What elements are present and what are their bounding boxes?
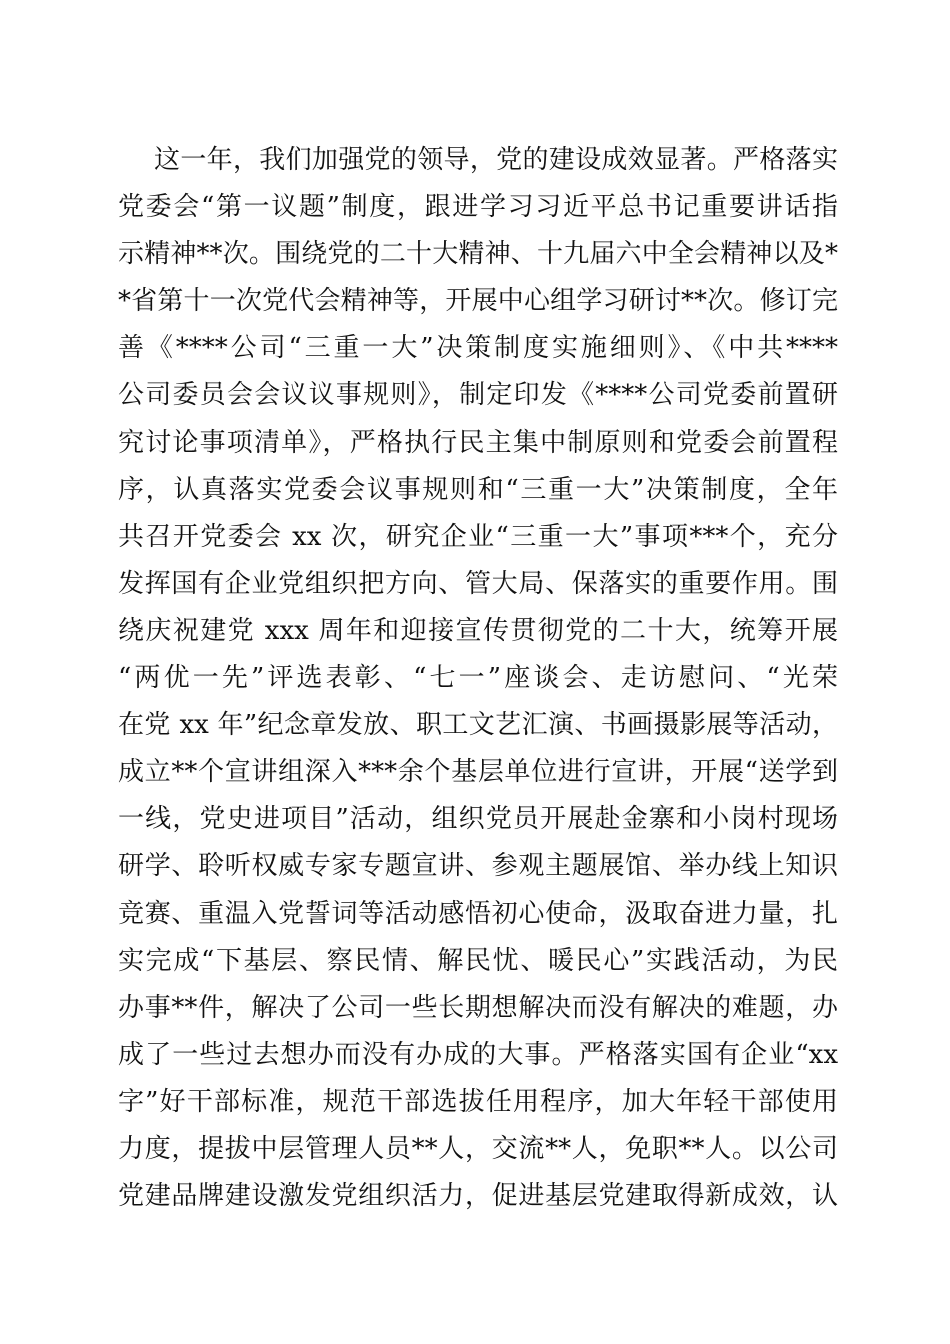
paragraph-line: 这一年，我们加强党的领导，党的建设成效显著。严格落实 (154, 145, 838, 175)
body-paragraph (118, 137, 838, 1220)
paragraph-line: 实完成“下基层、察民情、解民忧、暖民心”实践活动，为民 (118, 945, 838, 976)
paragraph-line: 办事**件，解决了公司一些长期想解决而没有解决的难题，办 (118, 992, 838, 1023)
paragraph-line: 力度，提拔中层管理人员**人，交流**人，免职**人。以公司 (118, 1133, 838, 1164)
paragraph-line: 一线，党史进项目”活动，组织党员开展赴金寨和小岗村现场 (118, 804, 838, 835)
paragraph-line: 党建品牌建设激发党组织活力，促进基层党建取得新成效，认 (118, 1181, 838, 1212)
paragraph-line: 示精神**次。围绕党的二十大精神、十九届六中全会精神以及* (118, 239, 838, 270)
paragraph-line: 共召开党委会 xx 次，研究企业“三重一大”事项***个，充分 (118, 521, 838, 552)
paragraph-line: 序，认真落实党委会议事规则和“三重一大”决策制度，全年 (118, 474, 838, 505)
paragraph-line: 在党 xx 年”纪念章发放、职工文艺汇演、书画摄影展等活动， (118, 710, 838, 741)
paragraph-line: 发挥国有企业党组织把方向、管大局、保落实的重要作用。围 (118, 568, 838, 599)
paragraph-line: 成了一些过去想办而没有办成的大事。严格落实国有企业“xx (118, 1039, 838, 1070)
paragraph-line: 绕庆祝建党 xxx 周年和迎接宣传贯彻党的二十大，统筹开展 (118, 615, 838, 646)
paragraph-line: *省第十一次党代会精神等，开展中心组学习研讨**次。修订完 (118, 286, 838, 317)
paragraph-line: 公司委员会会议议事规则》，制定印发《****公司党委前置研 (118, 380, 838, 411)
paragraph-line: 善《****公司“三重一大”决策制度实施细则》、《中共**** (118, 333, 838, 364)
paragraph-line: 研学、聆听权威专家专题宣讲、参观主题展馆、举办线上知识 (118, 851, 838, 882)
paragraph-line: 党委会“第一议题”制度，跟进学习习近平总书记重要讲话指 (118, 192, 838, 223)
paragraph-line: 成立**个宣讲组深入***余个基层单位进行宣讲，开展“送学到 (118, 757, 838, 788)
paragraph-line: 究讨论事项清单》，严格执行民主集中制原则和党委会前置程 (118, 427, 838, 458)
paragraph-line: “两优一先”评选表彰、“七一”座谈会、走访慰问、“光荣 (118, 663, 838, 694)
paragraph-line: 竞赛、重温入党誓词等活动感悟初心使命，汲取奋进力量，扎 (118, 898, 838, 929)
paragraph-line: 字”好干部标准，规范干部选拔任用程序，加大年轻干部使用 (118, 1086, 838, 1117)
